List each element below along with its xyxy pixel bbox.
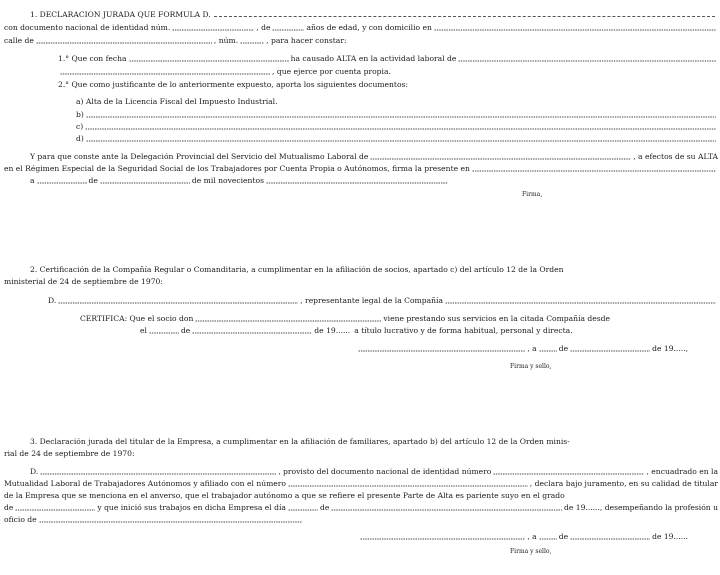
s3-encuadrado: , encuadrado en la (646, 467, 718, 476)
dni-field[interactable] (172, 29, 254, 31)
company-field[interactable] (445, 302, 716, 304)
item-1-line-2 (58, 67, 478, 77)
certifica-line-2 (140, 326, 718, 336)
s3-year: de 19...... (652, 532, 688, 541)
s2-month-field[interactable] (570, 350, 650, 352)
number-label: , núm. (213, 36, 239, 45)
date-line-1 (30, 176, 450, 186)
partner-field[interactable] (195, 320, 381, 322)
s3-mutualidad-text: Mutualidad Laboral de Trabajadores Autónomos y afiliado con el número (4, 479, 287, 488)
regime-line (4, 164, 718, 174)
doc-a-line (76, 97, 718, 107)
owner-name-field[interactable] (40, 473, 276, 475)
s3-date-a: , a (527, 532, 537, 541)
start-day-field[interactable] (288, 509, 318, 511)
date-a-label: a (30, 176, 35, 185)
activity-field-cont[interactable] (60, 73, 270, 75)
conste-line (30, 152, 718, 162)
item-1-label: 1.° Que con fecha (58, 54, 127, 63)
delegation-field[interactable] (370, 158, 631, 160)
rep-text: , representante legal de la Compañía (300, 296, 443, 305)
since-month-field[interactable] (192, 332, 312, 334)
section2-date-line (356, 344, 688, 354)
s3-line-3 (4, 491, 718, 501)
number-field[interactable] (240, 42, 264, 44)
since-el-label: el (140, 326, 147, 335)
section1-title-line (30, 10, 718, 20)
s3-dni-text: , provisto del documento nacional de identidad número (278, 467, 492, 476)
doc-b-line (76, 110, 718, 120)
s3-line-1 (30, 467, 718, 477)
age-prefix: , de (256, 23, 271, 32)
section3-title: 3. Declaración jurada del titular de la Empresa, a cumplimentar en la afiliación de familiares, apartado b) del artículo 12 de la Orden minis- (30, 437, 570, 446)
purpose-text: , para hacer constar: (266, 36, 347, 45)
s3-place-field[interactable] (360, 538, 525, 540)
section2-title-line-2 (4, 277, 718, 287)
month-field[interactable] (100, 182, 190, 184)
oficio-field[interactable] (39, 521, 302, 523)
s3-d-label: D. (30, 467, 39, 476)
s2-day-field[interactable] (539, 350, 557, 352)
alta-text: ha causado ALTA en la actividad laboral de (290, 54, 457, 63)
section2-signature (510, 362, 590, 372)
representative-line (48, 296, 718, 306)
rep-d-label: D. (48, 296, 57, 305)
section3-signature (510, 547, 590, 557)
day-field[interactable] (37, 182, 87, 184)
doc-b-field[interactable] (86, 116, 716, 118)
s3-month-field[interactable] (570, 538, 650, 540)
s2-signature-label: Firma y sello, (510, 363, 552, 370)
s2-year: de 19....., (652, 344, 688, 353)
s3-line-4 (4, 503, 718, 513)
signature-label: Firma, (522, 191, 543, 198)
age-field[interactable] (272, 29, 304, 31)
doc-a-text: a) Alta de la Licencia Fiscal del Impuesto Industrial. (76, 97, 278, 106)
street-label: calle de (4, 36, 34, 45)
item-1-line (58, 54, 718, 64)
s3-start-de: de (319, 503, 330, 512)
doc-d-line (76, 134, 718, 144)
since-year-label: de 19...... (314, 326, 351, 335)
item-2-line (58, 80, 718, 90)
doc-c-line (76, 122, 718, 132)
doc-d-field[interactable] (86, 140, 716, 142)
certifica-line (80, 314, 718, 324)
affiliate-number-field[interactable] (288, 485, 528, 487)
s3-line-2 (4, 479, 718, 489)
dni-label: con documento nacional de identidad núm. (4, 23, 171, 32)
year-field[interactable] (266, 182, 448, 184)
lucrative-text: a título lucrativo y de forma habitual, personal y directa. (354, 326, 573, 335)
section3-date-line (358, 532, 688, 542)
doc-d-label: d) (76, 134, 84, 143)
section3-title-line-2 (4, 449, 718, 459)
domicile-field[interactable] (434, 29, 716, 31)
s3-grade-de: de (4, 503, 14, 512)
date-de-label: de (88, 176, 98, 185)
activity-field[interactable] (458, 60, 716, 62)
section2-title-line (30, 265, 718, 275)
owner-dni-field[interactable] (493, 473, 644, 475)
street-field[interactable] (36, 42, 212, 44)
service-text: viene prestando sus servicios en la citada Compañía desde (383, 314, 611, 323)
start-month-field[interactable] (331, 509, 562, 511)
year-prefix: de mil novecientos (191, 176, 264, 185)
own-account-text: , que ejerce por cuenta propia. (272, 67, 391, 76)
section3-title-line (30, 437, 718, 447)
s2-place-field[interactable] (358, 350, 525, 352)
section1-line-2 (4, 23, 718, 33)
since-day-field[interactable] (149, 332, 179, 334)
regime-text: en el Régimen Especial de la Seguridad Social de los Trabajadores por Cuenta Propia o Autónomos, firma la presente en (4, 164, 470, 173)
s3-relative-text: de la Empresa que se menciona en el anverso, que el trabajador autónomo a que se refiere el presente Parte de Alta es pariente suyo en el grado (4, 491, 565, 500)
rep-name-field[interactable] (58, 302, 298, 304)
doc-c-label: c) (76, 122, 84, 131)
since-de-label: de (180, 326, 191, 335)
doc-c-field[interactable] (85, 128, 716, 130)
s3-day-field[interactable] (539, 538, 557, 540)
section1-title: 1. DECLARACION JURADA QUE FORMULA D. (30, 10, 211, 19)
s3-profession-text: de 19......, desempeñando la profesión u (563, 503, 718, 512)
name-field-line[interactable] (214, 15, 715, 17)
certifica-text: CERTIFICA: Que el socio don (80, 314, 194, 323)
section1-line-3 (4, 36, 718, 46)
s3-oath-text: , declara bajo juramento, en su calidad de titular (529, 479, 718, 488)
date-field[interactable] (129, 60, 289, 62)
s3-line-5 (4, 515, 304, 525)
alta-purpose-text: , a efectos de su ALTA (633, 152, 718, 161)
section2-title: 2. Certificación de la Compañía Regular o Comanditaria, a cumplimentar en la afiliación de socios, apartado c) del artículo 12 de la Orden (30, 265, 564, 274)
section2-title-cont: ministerial de 24 de septiembre de 1970: (4, 277, 163, 286)
item-2-text: 2.° Que como justificante de lo anteriormente expuesto, aporta los siguientes documentos: (58, 80, 409, 89)
s3-date-de: de (558, 532, 569, 541)
s3-start-text: y que inició sus trabajos en dicha Empresa el día (97, 503, 286, 512)
domicile-label: años de edad, y con domicilio en (306, 23, 432, 32)
s2-date-de: de (558, 344, 569, 353)
degree-field[interactable] (15, 509, 95, 511)
s3-oficio-label: oficio de (4, 515, 37, 524)
place-field[interactable] (472, 170, 716, 172)
doc-b-label: b) (76, 110, 84, 119)
conste-text: Y para que conste ante la Delegación Provincial del Servicio del Mutualismo Laboral de (30, 152, 369, 161)
section3-title-cont: rial de 24 de septiembre de 1970: (4, 449, 135, 458)
s3-signature-label: Firma y sello, (510, 548, 552, 555)
section1-signature (522, 190, 582, 200)
s2-date-a: , a (527, 344, 537, 353)
